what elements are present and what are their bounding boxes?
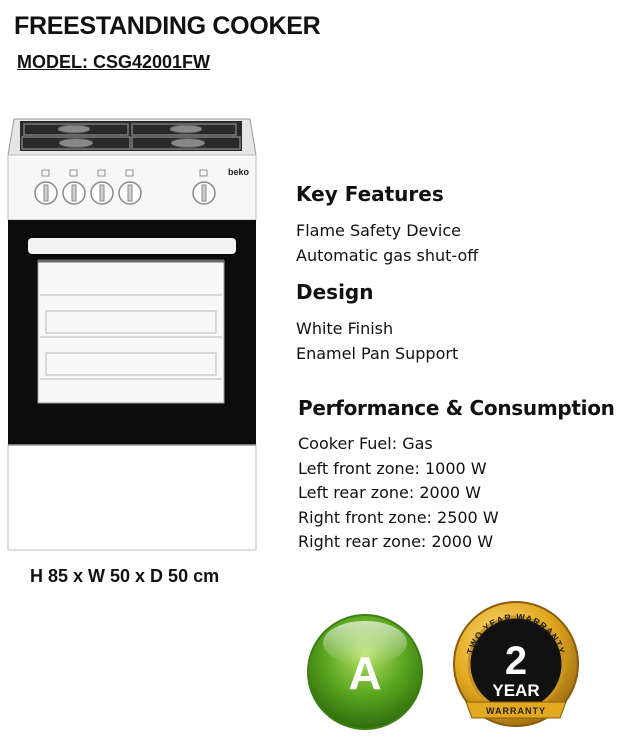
warranty-word: YEAR bbox=[492, 681, 540, 700]
list-item: White Finish bbox=[296, 319, 394, 338]
key-features-list bbox=[296, 218, 478, 268]
brand-logo: beko bbox=[228, 167, 250, 177]
list-item: Left front zone: 1000 W bbox=[298, 458, 487, 478]
warranty-badge bbox=[452, 600, 580, 728]
list-item: Right rear zone: 2000 W bbox=[298, 532, 494, 551]
warranty-top-text: TWO YEAR WARRANTY bbox=[465, 611, 567, 656]
design-heading: Design bbox=[296, 280, 374, 304]
energy-class-label: A bbox=[348, 647, 382, 699]
dimensions-label: H 85 x W 50 x D 50 cm bbox=[30, 566, 220, 586]
cooker-image bbox=[6, 115, 258, 555]
design-list bbox=[296, 316, 458, 366]
list-item: Automatic gas shut-off bbox=[296, 246, 479, 265]
list-item: Cooker Fuel: Gas bbox=[298, 434, 433, 453]
warranty-years: 2 bbox=[504, 639, 528, 683]
list-item: Enamel Pan Support bbox=[296, 344, 459, 363]
energy-rating-badge bbox=[306, 613, 424, 731]
performance-list bbox=[298, 432, 499, 555]
page-title: FREESTANDING COOKER bbox=[14, 12, 321, 40]
key-features-heading: Key Features bbox=[296, 182, 444, 206]
model-number: MODEL: CSG42001FW bbox=[17, 52, 211, 72]
performance-heading: Performance & Consumption bbox=[298, 396, 615, 420]
warranty-ribbon-text: WARRANTY bbox=[486, 706, 546, 716]
list-item: Left rear zone: 2000 W bbox=[298, 483, 481, 502]
list-item: Flame Safety Device bbox=[296, 221, 461, 240]
list-item: Right front zone: 2500 W bbox=[298, 507, 499, 527]
